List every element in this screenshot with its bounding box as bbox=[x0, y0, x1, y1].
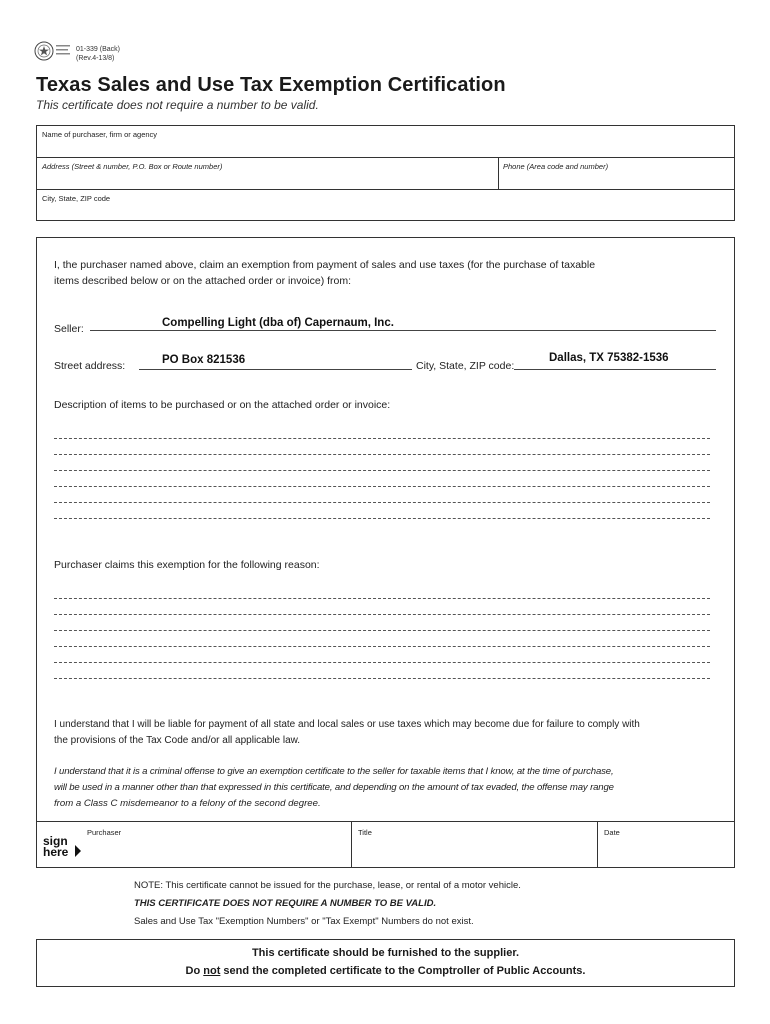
seller-city-line bbox=[514, 369, 716, 370]
description-line bbox=[54, 438, 710, 439]
sign-arrow-icon bbox=[75, 845, 81, 857]
offense-line3: from a Class C misdemeanor to a felony of the second degree. bbox=[54, 798, 321, 809]
supplier-notice-line2: Do not send the completed certificate to the Comptroller of Public Accounts. bbox=[185, 965, 586, 977]
description-line bbox=[54, 502, 710, 503]
form-number: 01-339 (Back) (Rev.4-13/8) bbox=[76, 46, 120, 62]
page-title: Texas Sales and Use Tax Exemption Certification bbox=[36, 74, 506, 96]
note-exemption-numbers: Sales and Use Tax "Exemption Numbers" or "Tax Exempt" Numbers do not exist. bbox=[134, 916, 474, 927]
purchaser-signature-label: Purchaser bbox=[87, 828, 122, 837]
purchaser-name-label: Name of purchaser, firm or agency bbox=[42, 130, 158, 139]
claim-statement-line1: I, the purchaser named above, claim an exemption from payment of sales and use taxes (for the purchase of taxable bbox=[54, 259, 596, 271]
sign-here-icon: sign here bbox=[43, 834, 69, 859]
title-field[interactable] bbox=[352, 822, 598, 867]
street-address-line bbox=[139, 369, 412, 370]
reason-line bbox=[54, 614, 710, 615]
phone-field[interactable] bbox=[499, 158, 735, 189]
signature-row bbox=[36, 822, 735, 868]
supplier-notice-box bbox=[36, 939, 735, 987]
reason-line bbox=[54, 662, 710, 663]
note-no-number: THIS CERTIFICATE DOES NOT REQUIRE A NUMBER TO BE VALID. bbox=[134, 898, 437, 909]
reason-label: Purchaser claims this exemption for the following reason: bbox=[54, 559, 320, 571]
purchaser-signature-field[interactable] bbox=[37, 822, 352, 867]
reason-line bbox=[54, 598, 710, 599]
reason-line bbox=[54, 646, 710, 647]
description-line bbox=[54, 454, 710, 455]
description-line bbox=[54, 518, 710, 519]
page-subtitle: This certificate does not require a number to be valid. bbox=[36, 98, 319, 112]
claim-statement-line2: items described below or on the attached order or invoice) from: bbox=[54, 275, 352, 287]
seller-city-value[interactable]: Dallas, TX 75382-1536 bbox=[549, 352, 669, 364]
street-address-value[interactable]: PO Box 821536 bbox=[162, 354, 246, 366]
city-state-zip-field[interactable] bbox=[37, 190, 734, 221]
seller-label: Seller: bbox=[54, 323, 84, 335]
liability-line1: I understand that I will be liable for payment of all state and local sales or use taxes which may become due for failure to comply with bbox=[54, 719, 640, 730]
phone-label: Phone (Area code and number) bbox=[503, 162, 609, 171]
purchaser-name-field[interactable] bbox=[37, 126, 734, 158]
description-line bbox=[54, 486, 710, 487]
liability-line2: the provisions of the Tax Code and/or all applicable law. bbox=[54, 735, 301, 746]
seller-line bbox=[90, 330, 716, 331]
date-label: Date bbox=[604, 828, 620, 837]
note-motor-vehicle: NOTE: This certificate cannot be issued for the purchase, lease, or rental of a motor vehicle. bbox=[134, 880, 521, 891]
reason-line bbox=[54, 678, 710, 679]
supplier-notice-line1: This certificate should be furnished to the supplier. bbox=[251, 947, 520, 959]
offense-line1: I understand that it is a criminal offense to give an exemption certificate to the seller for taxable items that I know, at the time of purchase, bbox=[54, 766, 614, 777]
reason-line bbox=[54, 630, 710, 631]
address-row bbox=[37, 158, 734, 190]
address-field[interactable] bbox=[37, 158, 499, 189]
seller-city-label: City, State, ZIP code: bbox=[416, 360, 515, 372]
date-field[interactable] bbox=[598, 822, 735, 867]
purchaser-info-box bbox=[36, 125, 735, 221]
description-line bbox=[54, 470, 710, 471]
offense-line2: will be used in a manner other than that expressed in this certificate, and depending on the amount of tax evaded, the offense may range bbox=[54, 782, 614, 793]
address-label: Address (Street & number, P.O. Box or Route number) bbox=[42, 162, 223, 171]
comptroller-seal-icon bbox=[34, 40, 74, 62]
seller-value[interactable]: Compelling Light (dba of) Capernaum, Inc. bbox=[162, 317, 394, 329]
description-label: Description of items to be purchased or on the attached order or invoice: bbox=[54, 399, 391, 411]
city-state-zip-label: City, State, ZIP code bbox=[42, 194, 111, 203]
title-label: Title bbox=[358, 828, 372, 837]
street-address-label: Street address: bbox=[54, 360, 126, 372]
